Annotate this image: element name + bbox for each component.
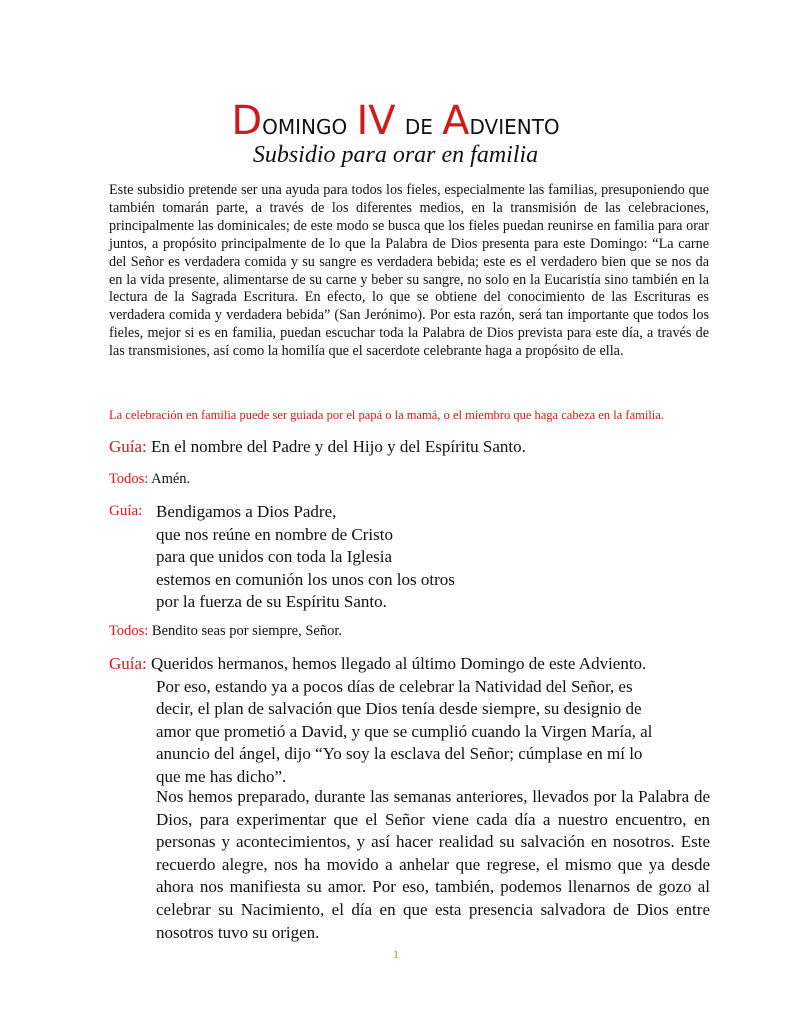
dialogue-text: Amén. <box>151 471 191 487</box>
page-number: 1 <box>393 947 399 961</box>
todos-label: Todos: <box>109 623 149 639</box>
paragraph-line: que me has dicho”. <box>156 766 287 786</box>
guia-label: Guía: <box>109 503 143 519</box>
guia-paragraph-2: Nos hemos preparado, durante las semanas anteriores, llevados por la Palabra de Dios, para experimentar que el Señor viene cada día a nuestro encuentro, en personas y acontecimientos, y así hacer realidad su salvación en nosotros. Este recuerdo alegre, nos ha movido a anhelar que regrese, el mismo que ya desde ahora nos manifiesta su amor. Por eso, también, podemos llenarnos de gozo al celebrar su Nacimiento, el día en que esta presencia salvadora de Dios entre nosotros tuvo su origen. <box>156 787 710 942</box>
paragraph-line: Guía: Queridos hermanos, hemos llegado al último Domingo de este Adviento. <box>109 654 647 673</box>
paragraph-line: anuncio del ángel, dijo “Yo soy la esclava del Señor; cúmplase en mí lo <box>156 744 643 764</box>
dialogue-line-1 <box>109 437 526 457</box>
title-word-de: de <box>404 107 433 141</box>
prayer-line: para que unidos con toda la Iglesia <box>156 547 393 566</box>
guia-label: Guía: <box>109 654 147 673</box>
intro-paragraph: Este subsidio pretende ser una ayuda para todos los fieles, especialmente las familias, presuponiendo que también tomarán parte, a través de los diferentes medios, en la transmisión de las celebraciones, principalmente las dominicales; de este modo se busca que los fieles puedan reunirse en familia para orar juntos, a propósito principalmente de lo que la Palabra de Dios presenta para este Domingo: “La carne del Señor es verdadera comida y su sangre es verdadera bebida; este es el verdadero bien que se nos da en la vida presente, alimentarse de su carne y beber su sangre, no solo en la Eucaristía sino también en la lectura de la Sagrada Escritura. En efecto, lo que se obtiene del conocimiento de las Escrituras es verdadera comida y verdadera bebida” (San Jerónimo). Por esta razón, será tan importante que todos los fieles, mejor si es en familia, puedan escuchar toda la Palabra de Dios prevista para este día, a través de las transmisiones, así como la homilía que el sacerdote celebrante haga a propósito de ella. <box>109 182 709 360</box>
paragraph-line: Por eso, estando ya a pocos días de celebrar la Natividad del Señor, es <box>156 676 633 696</box>
title-roman-numeral: IV <box>356 98 396 144</box>
dialogue-line-2 <box>109 471 190 488</box>
title-word-adviento: dviento <box>469 107 560 141</box>
dialogue-text: En el nombre del Padre y del Hijo y del Espíritu Santo. <box>151 437 526 456</box>
title-word-domingo: omingo <box>262 107 348 141</box>
prayer-line: por la fuerza de su Espíritu Santo. <box>156 592 387 611</box>
guia-label: Guía: <box>109 437 147 456</box>
todos-label: Todos: <box>109 471 149 487</box>
prayer-line: estemos en comunión los unos con los otros <box>156 569 455 589</box>
page-subtitle: Subsidio para orar en familia <box>252 142 539 168</box>
guidance-note: La celebración en familia puede ser guiada por el papá o la mamá, o el miembro que haga cabeza en la familia. <box>109 408 664 422</box>
paragraph-line: amor que prometió a David, y que se cumplió cuando la Virgen María, al <box>156 721 653 741</box>
guia-paragraph-1 <box>109 653 710 789</box>
dialogue-text: Bendito seas por siempre, Señor. <box>151 623 342 639</box>
prayer-line: que nos reúne en nombre de Cristo <box>156 524 393 544</box>
prayer-line: Bendigamos a Dios Padre, <box>156 502 337 521</box>
title-initial-a: A <box>442 98 470 144</box>
dialogue-line-4 <box>109 623 342 640</box>
prayer-block <box>156 501 455 614</box>
page-title <box>0 98 791 144</box>
paragraph-line: decir, el plan de salvación que Dios tenía desde siempre, su designio de <box>156 699 642 719</box>
title-initial-d: D <box>231 98 263 144</box>
